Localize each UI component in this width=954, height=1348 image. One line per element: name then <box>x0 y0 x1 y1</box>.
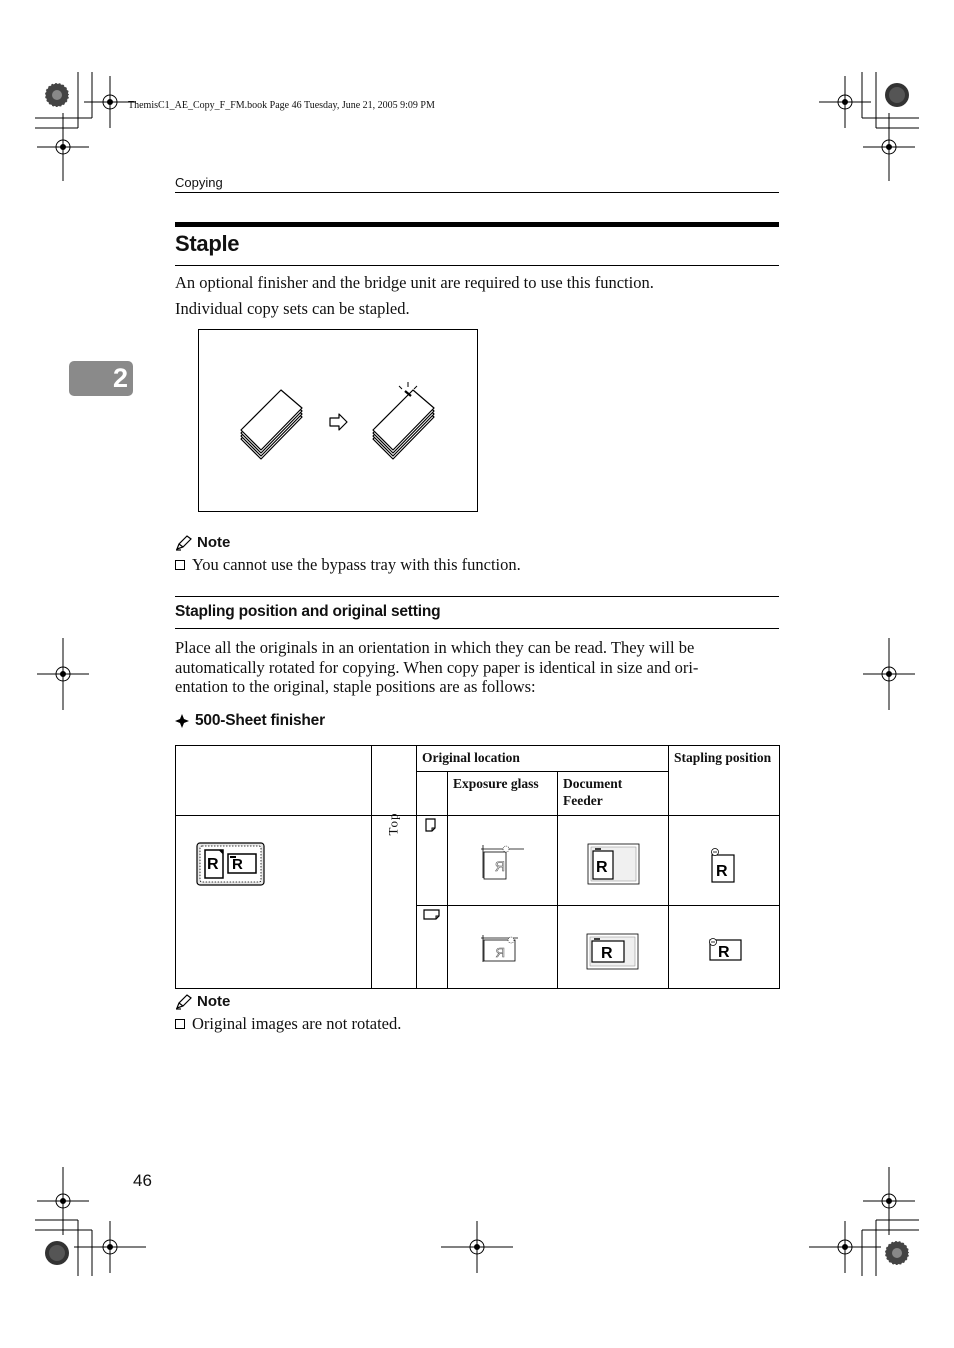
note-label: Note <box>197 993 231 1010</box>
section-title-rule <box>175 265 779 266</box>
feeder-letter-r: R <box>596 859 608 876</box>
header-document-feeder: Document Feeder <box>558 772 669 816</box>
diamond-bullet-icon <box>175 714 189 728</box>
pencil-note-icon <box>175 994 193 1010</box>
key-letter-r-rotated: R <box>232 856 243 873</box>
portrait-orientation-cell <box>417 816 448 906</box>
subsection-rule-top <box>175 596 779 597</box>
file-info-line: ThemisC1_AE_Copy_F_FM.book Page 46 Tuesday, June 21, 2005 9:09 PM <box>128 100 435 111</box>
landscape-page-icon <box>417 906 448 926</box>
finisher-title: 500-Sheet finisher <box>195 712 325 729</box>
top-label: Top <box>385 812 401 836</box>
intro-paragraph-2: Individual copy sets can be stapled. <box>175 299 410 318</box>
landscape-orientation-cell <box>417 906 448 989</box>
note-heading-1 <box>175 534 230 551</box>
staple-key-icon <box>176 816 372 979</box>
running-head: Copying <box>175 175 223 190</box>
document-feeder-landscape-icon <box>558 906 669 984</box>
subsection-body-line-1: Place all the originals in an orientation in which they can be read. They will be <box>175 638 695 657</box>
bullet-box-icon <box>175 560 185 570</box>
note-item-1 <box>175 555 521 575</box>
header-exposure-glass: Exposure glass <box>448 772 558 816</box>
note-heading-2 <box>175 993 230 1010</box>
stapling-position-portrait-cell <box>669 816 780 906</box>
result-landscape-letter-r: R <box>718 944 730 961</box>
note-text: You cannot use the bypass tray with this function. <box>192 555 521 574</box>
pencil-note-icon <box>175 535 193 551</box>
document-feeder-portrait-cell <box>558 816 669 906</box>
stapling-position-landscape-icon <box>669 906 780 984</box>
header-stapling-position: Stapling position <box>669 746 780 816</box>
feeder-landscape-letter-r: R <box>601 945 613 962</box>
page-number: 46 <box>133 1171 152 1190</box>
header-orientation-blank <box>417 772 448 816</box>
section-thick-rule <box>175 222 779 227</box>
staple-position-table <box>175 745 780 989</box>
document-feeder-landscape-cell <box>558 906 669 989</box>
table-corner-cell <box>176 746 372 816</box>
bullet-box-icon <box>175 1019 185 1029</box>
note-label: Note <box>197 534 231 551</box>
finisher-heading <box>175 712 325 730</box>
note-item-2 <box>175 1014 401 1034</box>
stapling-position-landscape-cell <box>669 906 780 989</box>
portrait-page-icon <box>417 816 448 836</box>
glass-landscape-mirrored-r: R <box>495 945 505 960</box>
glass-mirrored-r: R <box>494 858 505 874</box>
top-label-cell <box>372 812 417 989</box>
table-corner-cell-2 <box>372 746 417 816</box>
exposure-glass-portrait-icon <box>448 816 558 901</box>
exposure-glass-landscape-cell <box>448 906 558 989</box>
header-original-location: Original location <box>417 746 669 772</box>
subsection-body-line-2: automatically rotated for copying. When copy paper is identical in size and ori- <box>175 658 699 677</box>
key-letter-r: R <box>207 856 219 873</box>
exposure-glass-landscape-icon <box>448 906 558 984</box>
stapling-position-portrait-icon <box>669 816 780 901</box>
subsection-title: Stapling position and original setting <box>175 603 441 620</box>
arrow-right-icon <box>330 414 347 430</box>
exposure-glass-portrait-cell <box>448 816 558 906</box>
section-title: Staple <box>175 231 240 256</box>
document-feeder-portrait-icon <box>558 816 669 901</box>
intro-paragraph-1: An optional finisher and the bridge unit are required to use this function. <box>175 273 654 292</box>
chapter-tab: 2 <box>69 361 133 396</box>
result-letter-r: R <box>716 863 728 880</box>
staple-illustration <box>198 329 478 512</box>
staple-mode-key-cell <box>176 816 372 989</box>
header-rule <box>175 192 779 193</box>
staple-sparkle-icon <box>399 382 417 389</box>
subsection-rule-bottom <box>175 628 779 629</box>
subsection-body-line-3: entation to the original, staple positions are as follows: <box>175 677 536 696</box>
paper-stack-illustration <box>199 330 477 511</box>
note-text: Original images are not rotated. <box>192 1014 402 1033</box>
